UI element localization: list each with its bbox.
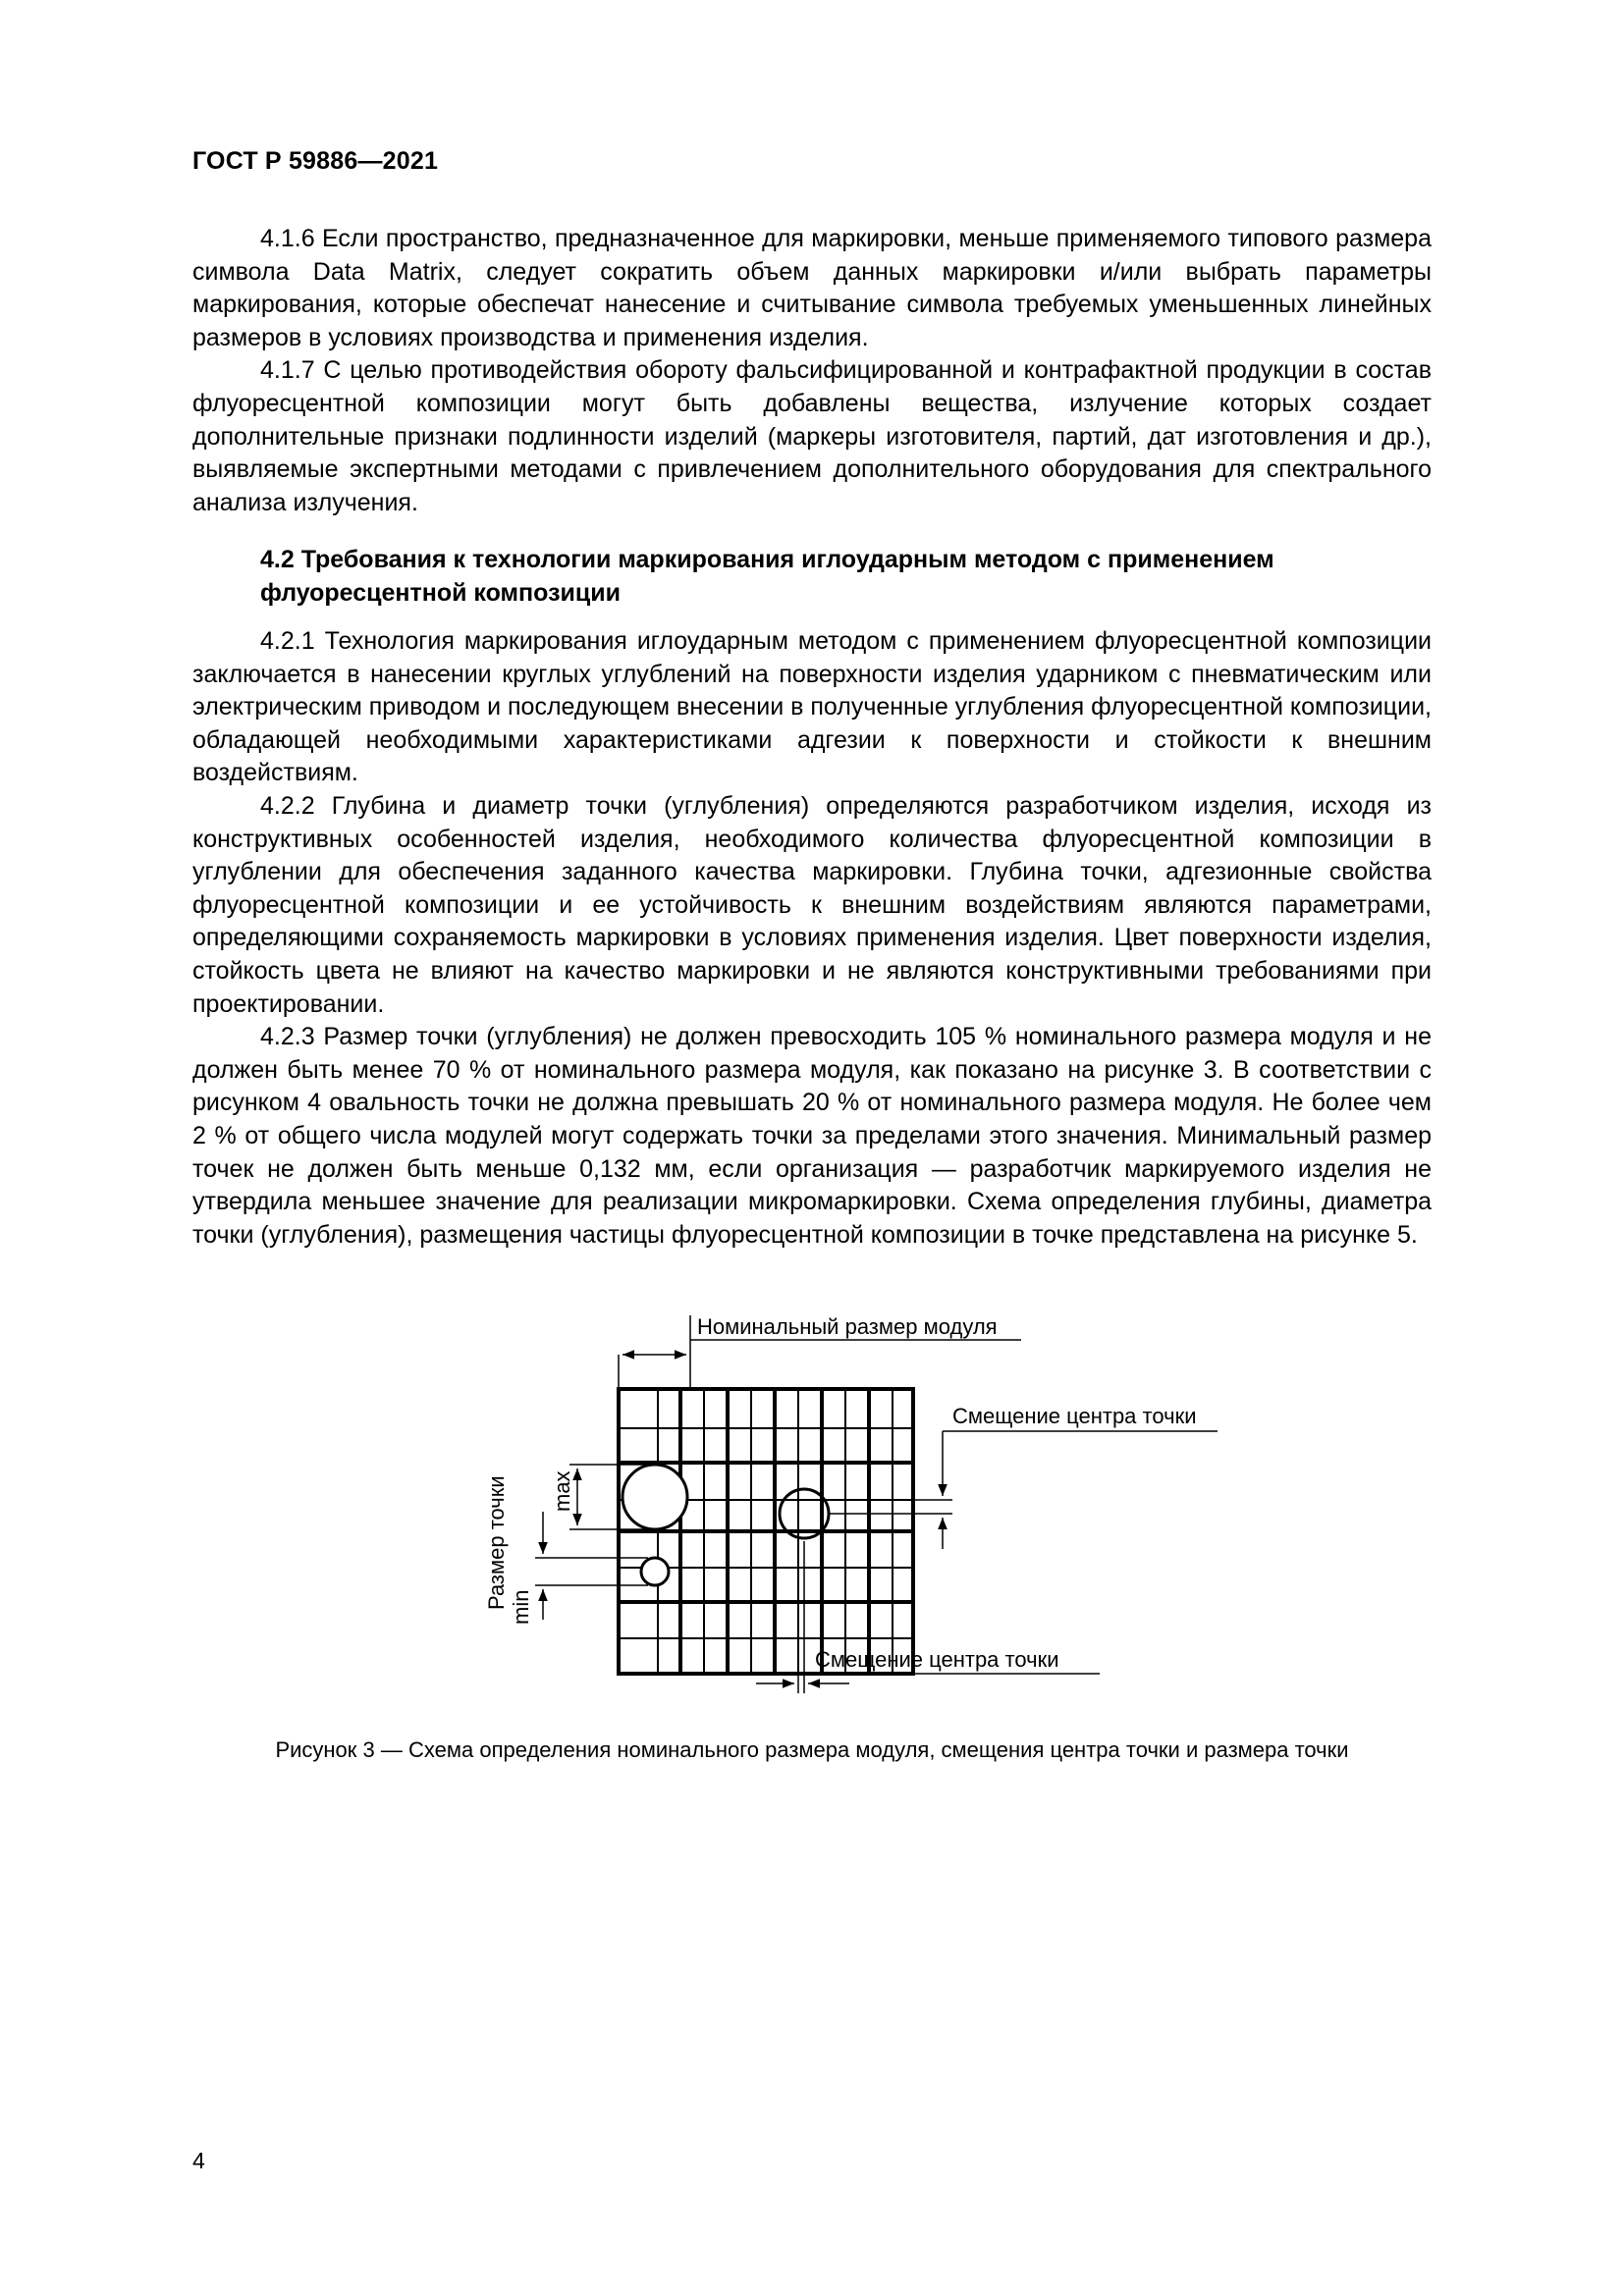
paragraph-4-2-2: 4.2.2 Глубина и диаметр точки (углубления) определяются разработчиком изделия, исходя из конструктивных особенностей изделия, необходимого количества флуоресцентной композиции в углублении для обеспечения заданного качества маркировки. Глубина точки, адгезионные свойства флуоресцентной композиции и ее устойчивость к внешним воздействиям являются параметрами, определяющими сохраняемость маркировки в условиях применения изделия. Цвет поверхности изделия, стойкость цвета не влияют на качество маркировки и не являются конструктивными требованиями при проектировании. [192, 791, 1432, 1018]
figure-3 [461, 1286, 1247, 1708]
module-grid-diagram [461, 1286, 1247, 1708]
label-min: min [509, 1589, 533, 1625]
text-block-bottom [192, 625, 1432, 1252]
label-nominal-module-size: Номинальный размер модуля [697, 1314, 998, 1339]
paragraph-4-1-6: 4.1.6 Если пространство, предназначенное для маркировки, меньше применяемого типового размера символа Data Matrix, следует сократить объем данных маркировки и/или выбрать параметры маркирования, которые обеспечат нанесение и считывание символа требуемых уменьшенных линейных размеров в условиях производства и применения изделия. [192, 225, 1432, 351]
grid-module-lines [619, 1389, 913, 1674]
large-dot [623, 1465, 687, 1529]
text-block-top [192, 223, 1432, 519]
label-dot-size: Размер точки [484, 1475, 509, 1610]
document-header: ГОСТ Р 59886—2021 [192, 147, 439, 175]
section-heading-4-2: 4.2 Требования к технологии маркирования иглоударным методом с применением флуоресцентной композиции [260, 546, 1274, 607]
paragraph-4-1-7: 4.1.7 С целью противодействия обороту фальсифицированной и контрафактной продукции в состав флуоресцентной композиции могут быть добавлены вещества, излучение которых создает дополнительные признаки подлинности изделий (маркеры изготовителя, партий, дат изготовления и др.), выявляемые экспертными методами с привлечением дополнительного оборудования для спектрального анализа излучения. [192, 356, 1432, 516]
paragraph-4-2-1: 4.2.1 Технология маркирования иглоударным методом с применением флуоресцентной композиции заключается в нанесении круглых углублений на поверхности изделия ударником с пневматическим или электрическим приводом и последующем внесении в полученные углубления флуоресцентной композиции, обладающей необходимыми характеристиками адгезии к поверхности и стойкости к внешним воздействиям. [192, 627, 1432, 787]
label-center-offset-bottom: Смещение центра точки [815, 1647, 1059, 1672]
page-number: 4 [192, 2148, 205, 2173]
label-center-offset-right: Смещение центра точки [952, 1404, 1197, 1428]
small-dot [641, 1558, 669, 1585]
figure-caption: Рисунок 3 — Схема определения номинального размера модуля, смещения центра точки и размера точки [275, 1737, 1349, 1762]
paragraph-4-2-3: 4.2.3 Размер точки (углубления) не должен превосходить 105 % номинального размера модуля и не должен быть менее 70 % от номинального размера модуля, как показано на рисунке 3. В соответствии с рисунком 4 овальность точки не должна превышать 20 % от номинального размера модуля. Не более чем 2 % от общего числа модулей могут содержать точки за пределами этого значения. Минимальный размер точек не должен быть меньше 0,132 мм, если организация — разработчик маркируемого изделия не утвердила меньшее значение для реализации микромаркировки. Схема определения глубины, диаметра точки (углубления), размещения частицы флуоресцентной композиции в точке представлена на рисунке 5. [192, 1023, 1432, 1249]
label-max: max [550, 1470, 574, 1512]
